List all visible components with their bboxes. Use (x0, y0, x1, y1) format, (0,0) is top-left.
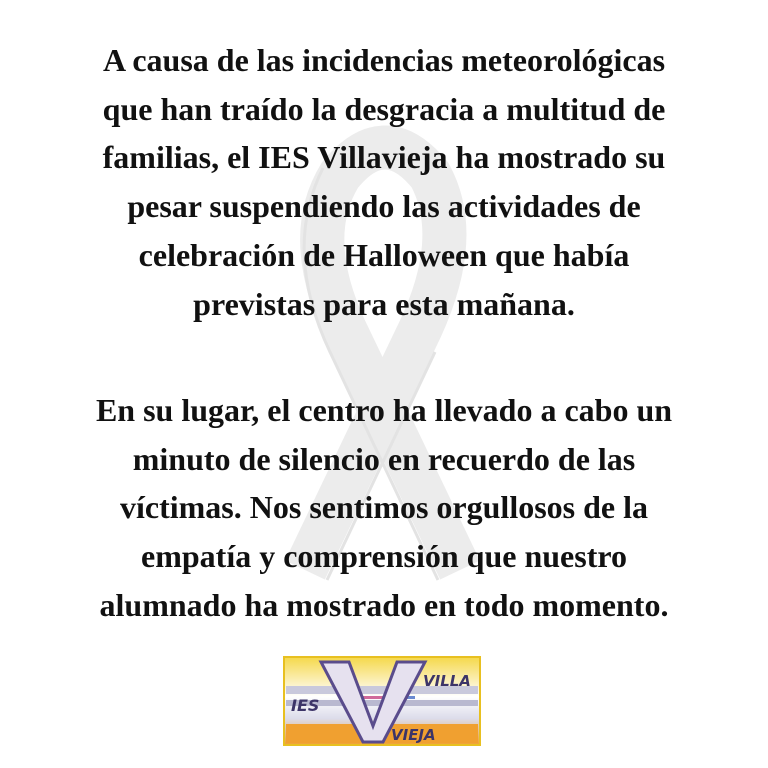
paragraph-1-line: familias, el IES Villavieja ha mostrado su (102, 139, 666, 176)
ies-villavieja-logo (283, 656, 481, 746)
paragraph-2-line: empatía y comprensión que nuestro (141, 538, 627, 575)
paragraph-1-line: que han traído la desgracia a multitud de (102, 90, 666, 127)
paragraph-2-line: alumnado ha mostrado en todo momento. (99, 586, 669, 623)
logo-villa-text: VILLA (423, 672, 471, 690)
announcement-paragraph-2 (0, 386, 768, 630)
paragraph-1-line: pesar suspendiendo las actividades de (127, 188, 641, 225)
paragraph-2-line: víctimas. Nos sentimos orgullosos de la (120, 489, 648, 526)
announcement-paragraph-1 (0, 36, 768, 328)
logo-vieja-text: VIEJA (391, 726, 436, 744)
paragraph-1-line: A causa de las incidencias meteorológicas (102, 42, 666, 78)
paragraph-2-line: minuto de silencio en recuerdo de las (132, 440, 636, 477)
paragraph-2-line: En su lugar, el centro ha llevado a cabo un (95, 392, 673, 428)
paragraph-1-line: previstas para esta mañana. (193, 285, 575, 322)
paragraph-1-line: celebración de Halloween que había (138, 236, 630, 273)
logo-ies-text: IES (291, 696, 320, 715)
